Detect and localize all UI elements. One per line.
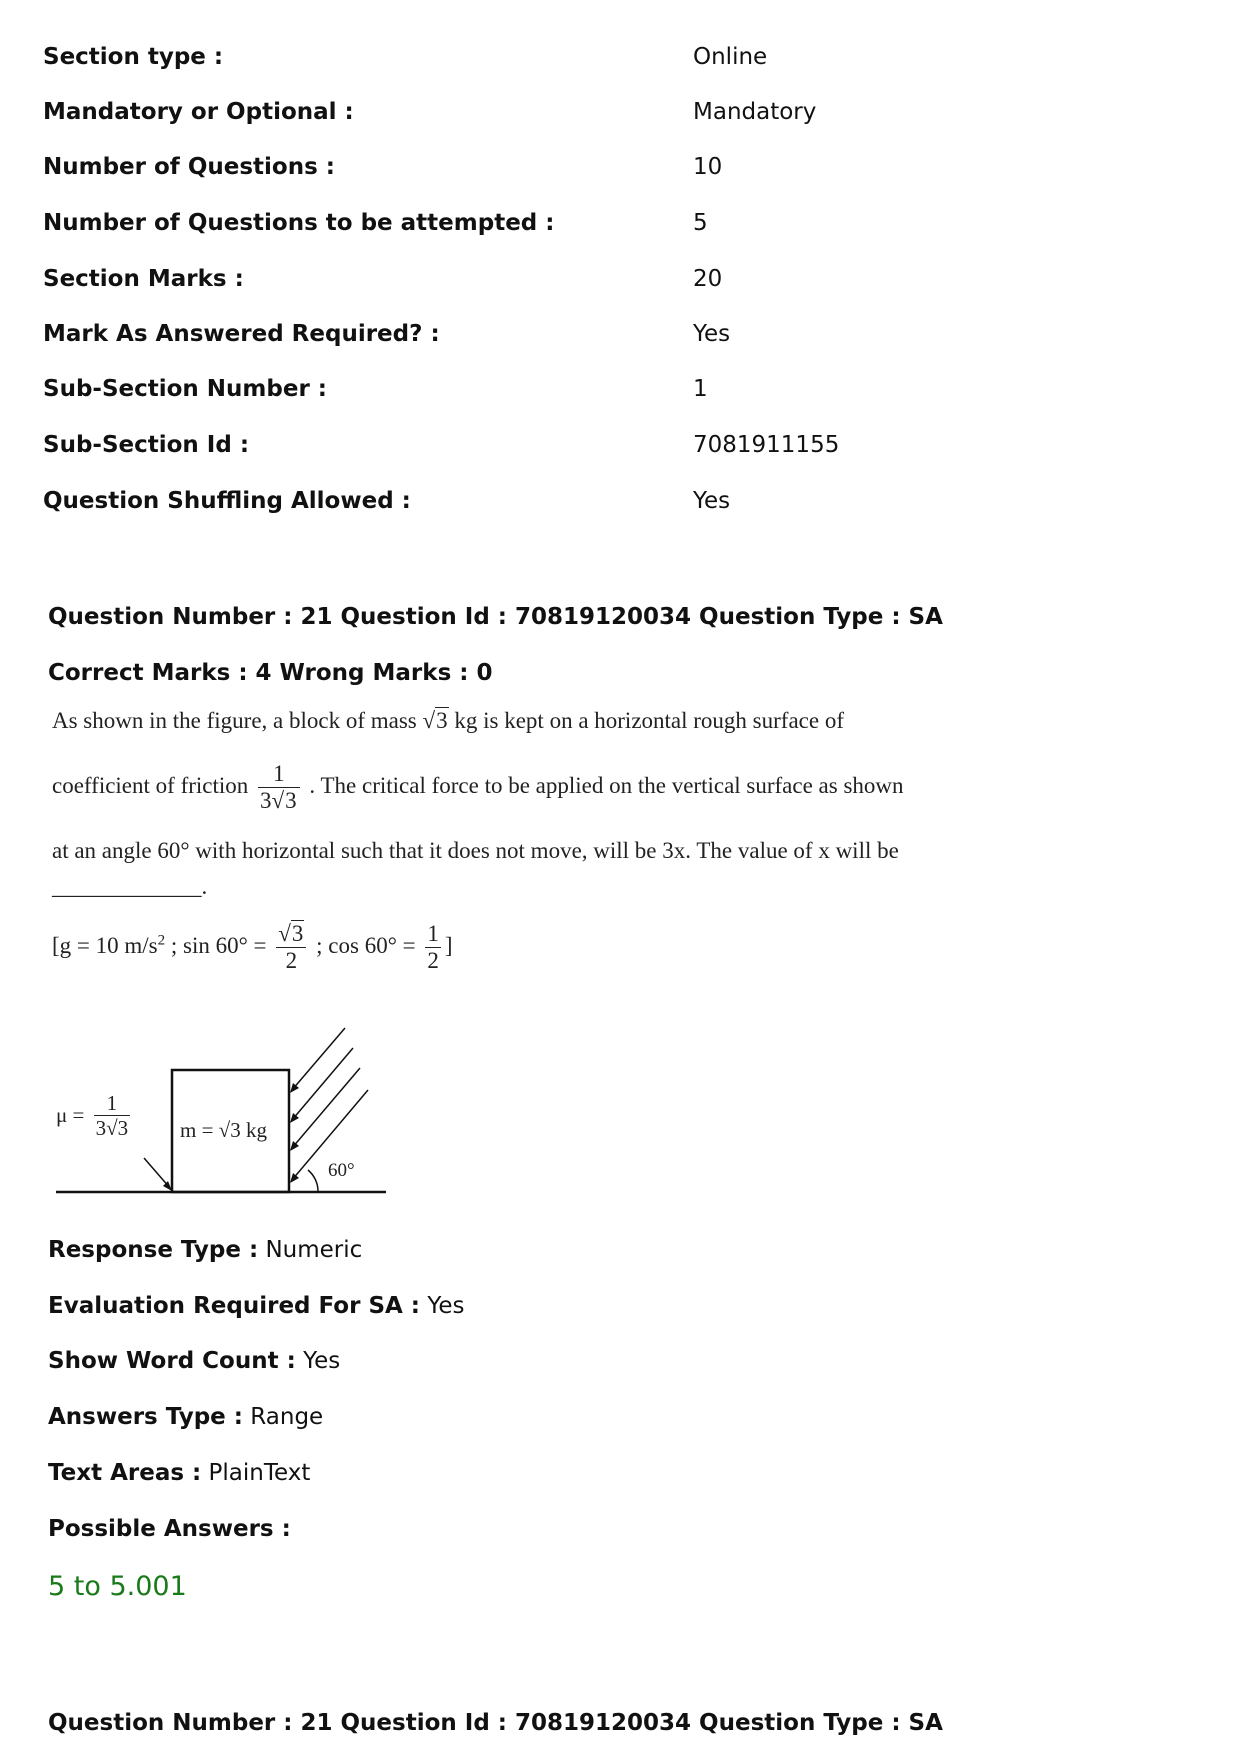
sqrt-expression: √3 (422, 708, 448, 733)
detail-row (48, 1235, 362, 1265)
mass-label: m = √3 kg (180, 1118, 267, 1142)
meta-label: Mark As Answered Required? : (43, 321, 440, 347)
text-span: As shown in the figure, a block of mass (52, 708, 417, 733)
force-arrowhead (290, 1173, 299, 1183)
meta-label: Question Shuffling Allowed : (43, 488, 411, 514)
detail-row (48, 1402, 323, 1432)
radicand: 3 (291, 921, 304, 946)
text-span: ; sin 60° = (165, 932, 267, 958)
meta-value: Online (693, 44, 768, 70)
radicand: 3 (285, 788, 297, 814)
friction-fraction (258, 762, 300, 813)
fraction-numerator (276, 922, 306, 947)
fraction-numerator: 1 (106, 1091, 118, 1115)
detail-label: Evaluation Required For SA : (48, 1293, 421, 1319)
meta-value: 20 (693, 266, 723, 292)
meta-value: 5 (693, 210, 708, 236)
detail-row (48, 1458, 310, 1488)
meta-value: 1 (693, 376, 708, 402)
question-header: Question Number : 21 Question Id : 70819120034 Question Type : SA (48, 604, 943, 630)
sin-fraction (276, 922, 306, 973)
force-arrow (292, 1048, 353, 1120)
fraction-denominator (258, 787, 300, 813)
sqrt-expression: √3 (271, 788, 297, 814)
detail-label: Answers Type : (48, 1404, 243, 1430)
next-question-header: Question Number : 21 Question Id : 70819120034 Question Type : SA (48, 1710, 943, 1736)
text-span: ] (444, 932, 453, 958)
sqrt-expression: √3 (278, 921, 304, 946)
detail-value: Range (250, 1404, 324, 1430)
meta-label: Number of Questions to be attempted : (43, 210, 555, 236)
mu-fraction (94, 1092, 131, 1139)
question-text-line-3: at an angle 60° with horizontal such that it does not move, will be 3x. The value of x will be (52, 838, 899, 863)
force-arrow (292, 1028, 345, 1090)
detail-label: Text Areas : (48, 1460, 202, 1486)
angle-arc (308, 1170, 318, 1192)
detail-value: Yes (427, 1293, 465, 1319)
den-coef: 3 (260, 788, 272, 814)
fraction-denominator: 2 (276, 947, 306, 973)
detail-label: Response Type : (48, 1237, 259, 1263)
superscript: 2 (157, 932, 166, 949)
meta-label: Sub-Section Number : (43, 376, 328, 402)
given-values (52, 922, 453, 973)
meta-value: Yes (693, 321, 731, 347)
meta-value: Mandatory (693, 99, 817, 125)
text-span: . The critical force to be applied on the vertical surface as shown (309, 772, 904, 798)
mu-symbol: μ = (56, 1103, 85, 1128)
detail-value: Numeric (265, 1237, 363, 1263)
fraction-numerator: 1 (273, 761, 285, 786)
detail-label: Possible Answers : (48, 1516, 291, 1542)
angle-label: 60° (328, 1160, 355, 1181)
detail-label: Show Word Count : (48, 1348, 296, 1374)
question-marks: Correct Marks : 4 Wrong Marks : 0 (48, 660, 493, 686)
question-text-line-2 (52, 762, 904, 813)
fraction-denominator: 2 (427, 948, 439, 974)
force-arrowhead (290, 1113, 299, 1123)
meta-value: Yes (693, 488, 731, 514)
fraction-numerator: 1 (427, 921, 439, 946)
meta-value: 7081911155 (693, 432, 840, 458)
meta-label: Mandatory or Optional : (43, 99, 354, 125)
detail-value: PlainText (208, 1460, 311, 1486)
text-span: ; cos 60° = (316, 932, 416, 958)
meta-label: Sub-Section Id : (43, 432, 250, 458)
cos-fraction (425, 922, 441, 973)
meta-label: Section type : (43, 44, 224, 70)
detail-row (48, 1346, 340, 1376)
meta-value: 10 (693, 154, 723, 180)
mu-label (56, 1092, 134, 1139)
text-span: coefficient of friction (52, 772, 249, 798)
text-span: [g = 10 m/s (52, 932, 158, 958)
meta-label: Number of Questions : (43, 154, 335, 180)
question-text-line-1 (52, 708, 844, 734)
meta-label: Section Marks : (43, 266, 244, 292)
detail-value: Yes (303, 1348, 341, 1374)
possible-answer: 5 to 5.001 (48, 1571, 187, 1602)
answer-blank: _____________. (52, 874, 208, 899)
detail-row (48, 1291, 464, 1321)
detail-row (48, 1514, 291, 1544)
fraction-denominator: 3√3 (95, 1116, 129, 1141)
text-span: kg is kept on a horizontal rough surface of (454, 708, 844, 733)
radicand: 3 (436, 708, 448, 733)
